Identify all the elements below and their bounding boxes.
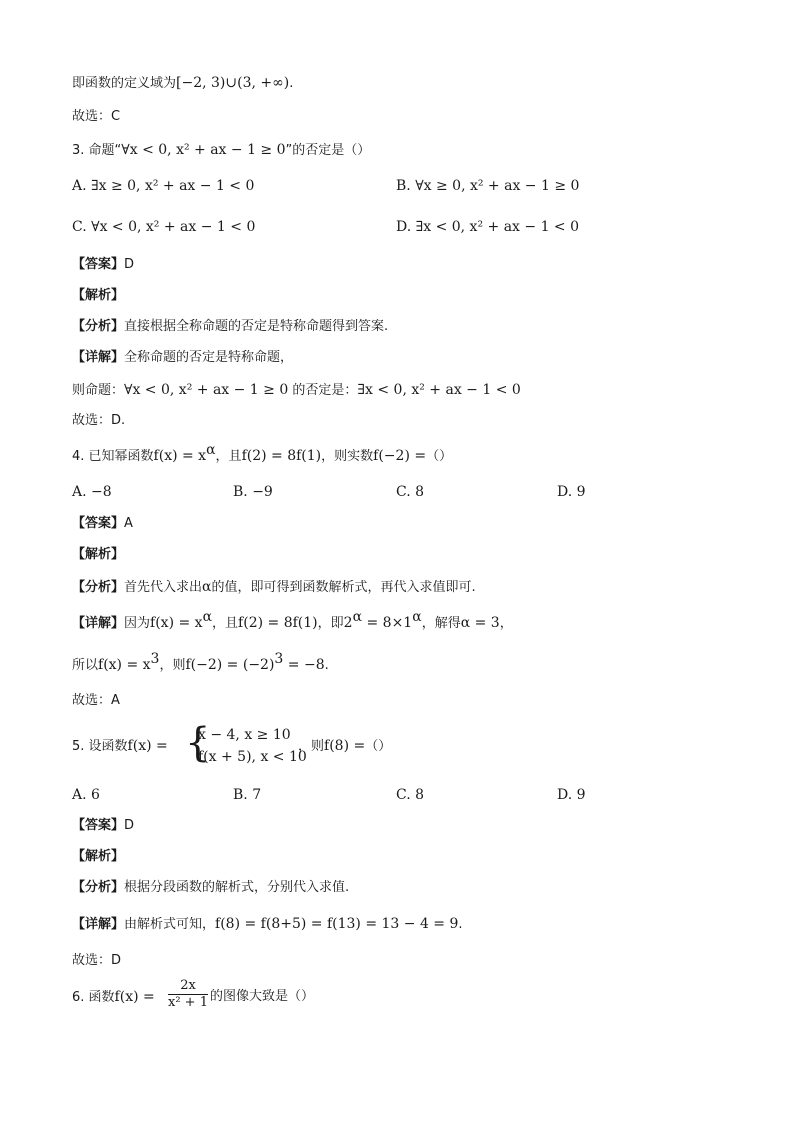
q4-detail [72,609,513,633]
math: f(x) = x [150,615,203,631]
q3-analysis-header: 【解析】 [72,288,125,303]
text: 则命题： [72,383,125,398]
question-3-stem [72,141,370,160]
math-sup: α [202,609,213,625]
text: ，则 [159,658,186,673]
q5-answer [72,817,134,835]
detail-tag: 【详解】 [72,616,125,631]
text: 的值，即可得到函数解析式，再代入求值即可. [211,580,476,595]
q4-analysis [72,578,476,597]
q3-detail [72,349,293,367]
domain-conclusion [72,74,293,93]
math-sup: 3 [274,651,284,667]
question-6-stem [72,988,155,1007]
text: 直接根据全称命题的否定是特称命题得到答案. [124,319,389,334]
fraction-numerator: 2x [168,978,208,995]
q5-option-d: D. 9 [557,787,586,803]
answer-value: A [124,516,133,531]
q4-select: 故选：A [72,693,120,708]
fraction [168,978,208,1011]
text: ，则实数 [321,449,374,464]
q3-option-a: A. ∃x ≥ 0, x² + ax − 1 < 0 [72,178,255,194]
text: （） [426,449,453,464]
math: f(x) = [114,989,155,1005]
q5-analysis [72,879,349,897]
q3-option-b: B. ∀x ≥ 0, x² + ax − 1 ≥ 0 [396,178,580,194]
question-4-stem [72,442,453,466]
math-sup: α [352,609,363,625]
text: 全称命题的否定是特称命题， [124,350,294,365]
q3-answer [72,256,134,274]
answer-tag: 【答案】 [72,516,125,531]
text: ，解得 [421,616,461,631]
answer-select-c: 故选：C [72,109,121,124]
math: α = 3 [460,615,500,631]
text: ”的否定是（） [285,143,371,158]
q5-option-b: B. 7 [233,787,262,803]
text: 4. 已知幂函数 [72,449,154,464]
text: 因为 [124,616,151,631]
q5-analysis-header: 【解析】 [72,849,125,864]
detail-tag: 【详解】 [72,917,125,932]
text: ，则 [298,739,325,754]
math: f(−2) = [373,448,427,464]
q5-detail [72,915,463,934]
math: 2 [343,615,353,631]
text: ， [499,616,513,631]
math: = −8 [283,657,325,673]
text: 的否定是： [292,383,358,398]
q3-detail-2 [72,381,521,400]
text: 首先代入求出 [124,580,203,595]
analysis-tag: 【分析】 [72,319,125,334]
math: ∀x < 0, x² + ax − 1 ≥ 0 [124,382,289,398]
math: f(8) = [324,738,366,754]
text: ，即 [317,616,344,631]
answer-value: D [124,257,135,272]
math-sup: 3 [150,651,160,667]
piecewise-case-2: f(x + 5), x < 10 [198,749,307,765]
math-sup: α [206,442,216,458]
text: . [458,917,463,932]
piecewise-case-1: x − 4, x ≥ 10 [198,727,291,743]
q3-option-c: C. ∀x < 0, x² + ax − 1 < 0 [72,219,256,235]
answer-tag: 【答案】 [72,257,125,272]
math: f(−2) = (−2) [185,657,275,673]
question-5-stem-tail [298,737,391,756]
q4-option-b: B. −9 [233,484,273,500]
text: 6. 函数 [72,990,115,1005]
q4-option-a: A. −8 [72,484,112,500]
analysis-tag: 【分析】 [72,880,125,895]
math: f(8) = f(8+5) = f(13) = 13 − 4 = 9 [215,916,459,932]
analysis-tag: 【分析】 [72,580,125,595]
math: = 8×1 [362,615,413,631]
answer-value: D [124,818,135,833]
text: . [324,658,329,673]
q3-analysis [72,318,388,336]
q4-option-c: C. 8 [396,484,425,500]
text: 由解析式可知， [124,917,216,932]
question-5-stem [72,737,168,756]
text: 根据分段函数的解析式，分别代入求值. [124,880,350,895]
math: ∃x < 0, x² + ax − 1 < 0 [357,382,521,398]
math: f(x) = x [98,657,151,673]
q4-option-d: D. 9 [557,484,586,500]
q4-detail-2 [72,651,329,675]
q5-option-a: A. 6 [72,787,100,803]
q4-analysis-header: 【解析】 [72,547,125,562]
text: ，且 [215,449,242,464]
q4-answer [72,515,133,533]
text: ，且 [212,616,239,631]
math: f(x) = x [153,448,207,464]
question-6-stem-tail: 的图像大致是（） [210,989,315,1004]
q5-option-c: C. 8 [396,787,425,803]
text: . [289,76,294,91]
math: f(2) = 8f(1) [241,448,322,464]
piecewise-brace: { [185,720,211,766]
q3-select: 故选：D. [72,413,126,428]
fraction-denominator: x² + 1 [168,995,208,1010]
math: f(x) = [127,738,168,754]
math: f(2) = 8f(1) [238,615,318,631]
text: 所以 [72,658,99,673]
text: （） [365,739,392,754]
math: ∀x < 0, x² + ax − 1 ≥ 0 [121,142,286,158]
math-sup: α [412,609,422,625]
answer-tag: 【答案】 [72,818,125,833]
math: α [202,579,212,595]
q3-option-d: D. ∃x < 0, x² + ax − 1 < 0 [396,219,580,235]
text: 5. 设函数 [72,739,128,754]
math-interval: [−2, 3)∪(3, +∞) [176,75,290,91]
q5-select: 故选：D [72,953,122,968]
text: 3. 命题“ [72,143,122,158]
detail-tag: 【详解】 [72,350,125,365]
text: 即函数的定义域为 [72,76,177,91]
